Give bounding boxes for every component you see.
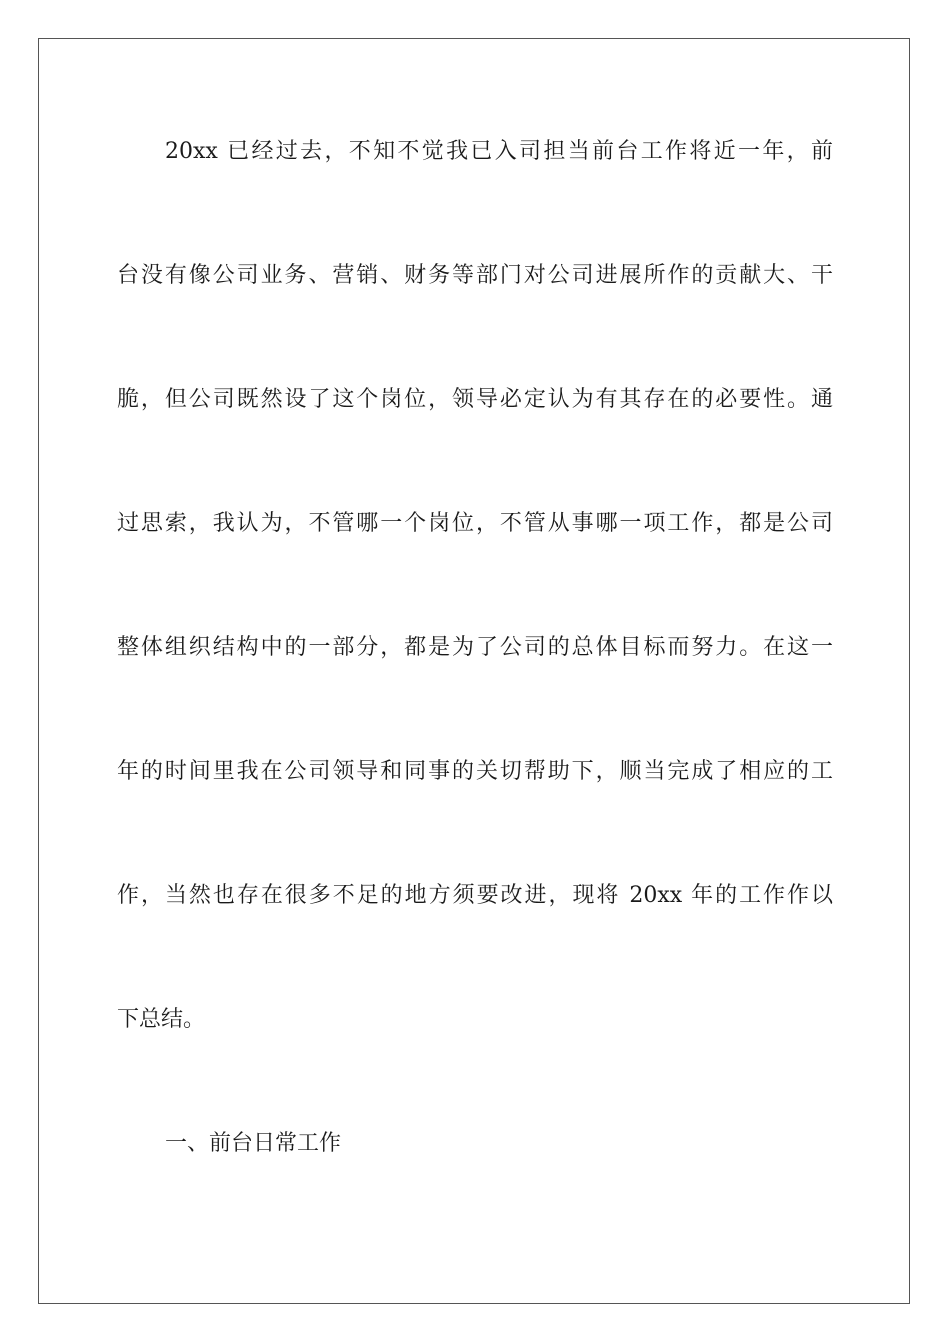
paragraph-line-7: 作，当然也存在很多不足的地方须要改进，现将 20xx 年的工作作以 bbox=[117, 883, 833, 908]
paragraph-line-6: 年的时间里我在公司领导和同事的关切帮助下，顺当完成了相应的工 bbox=[117, 759, 833, 784]
paragraph-line-4: 过思索，我认为，不管哪一个岗位，不管从事哪一项工作，都是公司 bbox=[117, 511, 833, 536]
paragraph-line-2: 台没有像公司业务、营销、财务等部门对公司进展所作的贡献大、干 bbox=[117, 263, 833, 288]
paragraph-line-8: 下总结。 bbox=[117, 1007, 206, 1032]
page-border bbox=[38, 38, 910, 1304]
paragraph-line-5: 整体组织结构中的一部分，都是为了公司的总体目标而努力。在这一 bbox=[117, 635, 833, 660]
paragraph-line-1: 20xx 已经过去，不知不觉我已入司担当前台工作将近一年，前 bbox=[165, 139, 833, 164]
paragraph-line-3: 脆，但公司既然设了这个岗位，领导必定认为有其存在的必要性。通 bbox=[117, 387, 833, 412]
section-heading: 一、前台日常工作 bbox=[165, 1131, 342, 1156]
